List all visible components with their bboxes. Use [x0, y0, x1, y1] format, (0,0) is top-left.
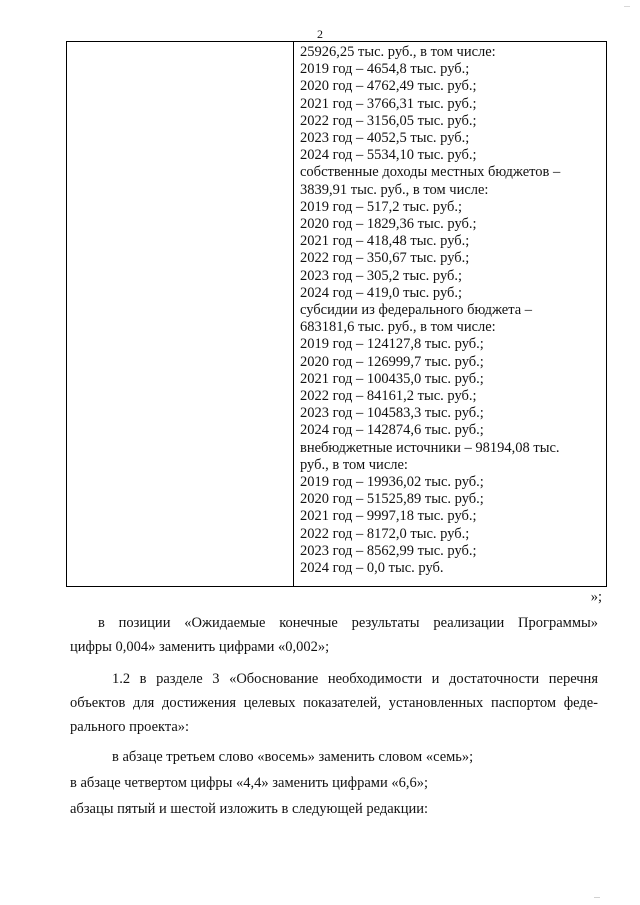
- table-line: 2021 год – 3766,31 тыс. руб.;: [300, 95, 477, 112]
- paragraph-line: объектов для достижения целевых показателей, установленных паспортом феде-: [70, 695, 598, 711]
- table-line: субсидии из федерального бюджета –: [300, 302, 533, 319]
- table-line: 2023 год – 8562,99 тыс. руб.;: [300, 542, 477, 559]
- paragraph-line: цифры 0,004» заменить цифрами «0,002»;: [70, 639, 330, 655]
- table-line: 2020 год – 51525,89 тыс. руб.;: [300, 491, 484, 508]
- footer-mark: ...: [594, 891, 600, 900]
- page-number: 2: [317, 27, 323, 41]
- paragraph-line: в абзаце четвертом цифры «4,4» заменить цифрами «6,6»;: [70, 775, 428, 791]
- corner-mark: ...: [624, 0, 630, 9]
- table-line: 3839,91 тыс. руб., в том числе:: [300, 181, 489, 198]
- table-line: 2021 год – 9997,18 тыс. руб.;: [300, 508, 477, 525]
- table-right-column: [294, 42, 606, 586]
- table-line: 25926,25 тыс. руб., в том числе:: [300, 44, 496, 60]
- table-line: 2020 год – 1829,36 тыс. руб.;: [300, 216, 477, 233]
- table-line: 2019 год – 517,2 тыс. руб.;: [300, 198, 463, 215]
- table-line: 2022 год – 84161,2 тыс. руб.;: [300, 388, 477, 405]
- paragraph-line: в позиции «Ожидаемые конечные результаты реализации Программы»: [98, 615, 598, 631]
- table-line: 2021 год – 418,48 тыс. руб.;: [300, 233, 470, 250]
- table-line: 2023 год – 4052,5 тыс. руб.;: [300, 130, 470, 147]
- table-line: 2023 год – 104583,3 тыс. руб.;: [300, 405, 484, 422]
- table-left-column: [67, 42, 294, 586]
- table-line: руб., в том числе:: [300, 456, 408, 473]
- table-line: 683181,6 тыс. руб., в том числе:: [300, 319, 496, 336]
- financing-table: [66, 41, 607, 587]
- table-line: 2022 год – 3156,05 тыс. руб.;: [300, 112, 477, 129]
- table-line: 2019 год – 4654,8 тыс. руб.;: [300, 61, 470, 78]
- table-line: 2020 год – 4762,49 тыс. руб.;: [300, 78, 477, 95]
- table-line: 2022 год – 8172,0 тыс. руб.;: [300, 525, 470, 542]
- paragraph-line: 1.2 в разделе 3 «Обоснование необходимости и достаточности перечня: [112, 671, 598, 687]
- table-line: 2022 год – 350,67 тыс. руб.;: [300, 250, 470, 267]
- table-line: 2024 год – 0,0 тыс. руб.: [300, 560, 444, 577]
- table-line: 2023 год – 305,2 тыс. руб.;: [300, 267, 463, 284]
- paragraph-line: рального проекта»:: [70, 719, 190, 735]
- table-line: 2020 год – 126999,7 тыс. руб.;: [300, 353, 484, 370]
- table-line: 2024 год – 419,0 тыс. руб.;: [300, 284, 463, 301]
- table-line: 2021 год – 100435,0 тыс. руб.;: [300, 370, 484, 387]
- table-line: 2019 год – 19936,02 тыс. руб.;: [300, 474, 484, 491]
- table-line: собственные доходы местных бюджетов –: [300, 164, 561, 181]
- paragraph-line: абзацы пятый и шестой изложить в следующей редакции:: [70, 801, 429, 817]
- paragraph-line: в абзаце третьем слово «восемь» заменить словом «семь»;: [112, 749, 474, 765]
- table-line: 2024 год – 142874,6 тыс. руб.;: [300, 422, 484, 439]
- table-line: внебюджетные источники – 98194,08 тыс.: [300, 439, 560, 456]
- table-line: 2024 год – 5534,10 тыс. руб.;: [300, 147, 477, 164]
- table-line: 2019 год – 124127,8 тыс. руб.;: [300, 336, 484, 353]
- table-closing-quote: »;: [590, 589, 602, 605]
